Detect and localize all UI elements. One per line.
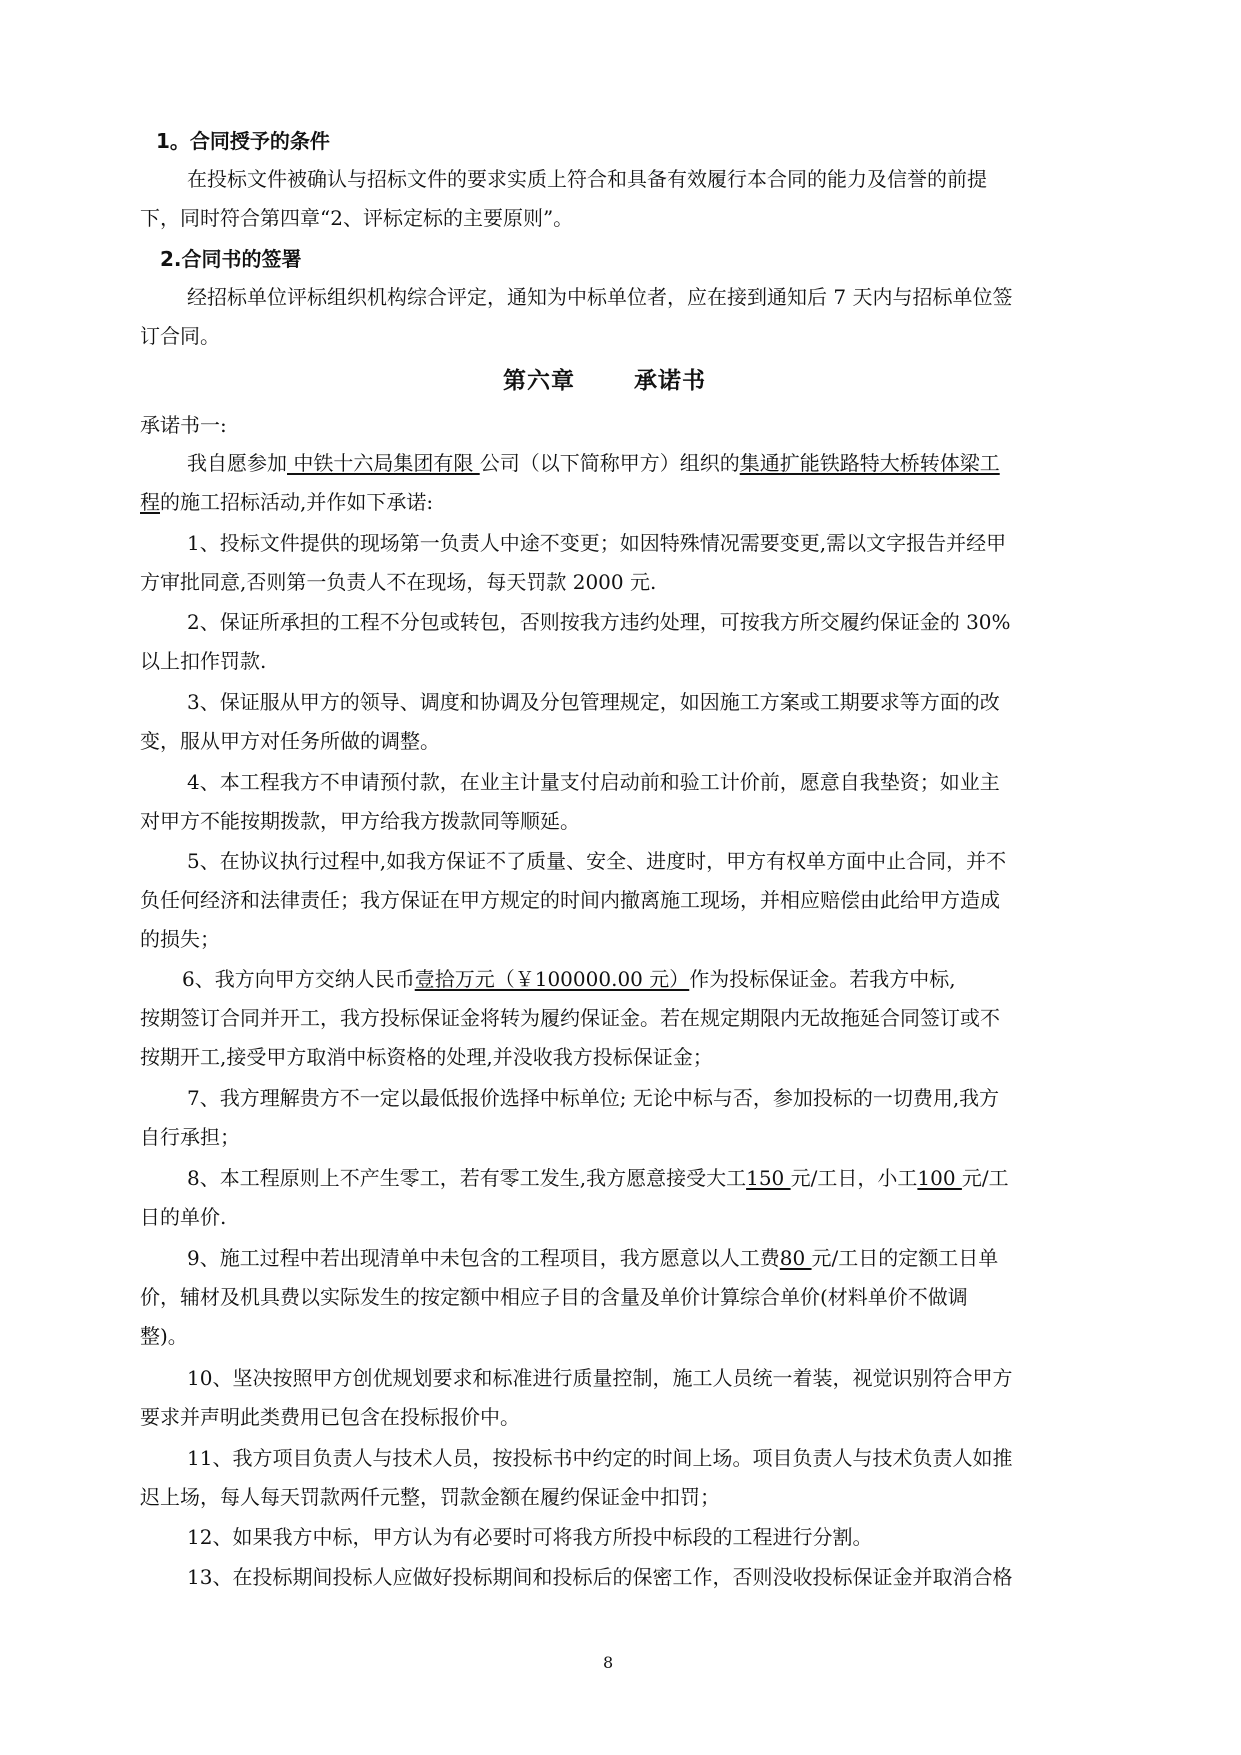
project-name: 集通扩能铁路特大桥转体梁工 bbox=[739, 451, 1000, 475]
paragraph-line: 经招标单位评标组织机构综合评定，通知为中标单位者，应在接到通知后 7 天内与招标单位签 bbox=[187, 285, 1013, 309]
pledge-item-7-cont: 自行承担； bbox=[140, 1125, 240, 1149]
pledge-item-6 bbox=[182, 966, 956, 992]
pledge-item-2: 2、保证所承担的工程不分包或转包，否则按我方违约处理，可按我方所交履约保证金的 30% bbox=[187, 610, 1011, 634]
pledge-item-9-cont: 价，辅材及机具费以实际发生的按定额中相应子目的含量及单价计算综合单价(材料单价不做调 bbox=[140, 1285, 968, 1309]
item-text: 6、我方向甲方交纳人民币 bbox=[182, 967, 415, 991]
skilled-labor-rate: 150 bbox=[746, 1166, 791, 1190]
pledge-item-12: 12、如果我方中标，甲方认为有必要时可将我方所投中标段的工程进行分割。 bbox=[187, 1525, 873, 1549]
intro-text: 公司（以下简称甲方）组织的 bbox=[479, 451, 740, 475]
pledge-item-10-cont: 要求并声明此类费用已包含在投标报价中。 bbox=[140, 1405, 520, 1429]
project-name-cont: 程 bbox=[140, 490, 160, 514]
page-number: 8 bbox=[603, 1653, 614, 1672]
pledge-intro bbox=[187, 450, 1000, 476]
pledge-item-11-cont: 迟上场，每人每天罚款两仟元整，罚款金额在履约保证金中扣罚； bbox=[140, 1485, 720, 1509]
pledge-item-10: 10、坚决按照甲方创优规划要求和标准进行质量控制，施工人员统一着装，视觉识别符合甲方 bbox=[187, 1366, 1013, 1390]
pledge-item-9 bbox=[187, 1245, 998, 1271]
company-name: 中铁十六局集团有限 bbox=[287, 451, 480, 475]
item-text: 元/工日，小工 bbox=[790, 1166, 918, 1190]
item-text: 9、施工过程中若出现清单中未包含的工程项目，我方愿意以人工费 bbox=[187, 1246, 780, 1270]
pledge-item-2-cont: 以上扣作罚款. bbox=[140, 649, 267, 673]
pledge-item-5: 5、在协议执行过程中,如我方保证不了质量、安全、进度时，甲方有权单方面中止合同，并不 bbox=[187, 849, 1007, 873]
pledge-item-1: 1、投标文件提供的现场第一负责人中途不变更；如因特殊情况需要变更,需以文字报告并经甲 bbox=[187, 531, 1007, 555]
section-heading-contract-signing: 2.合同书的签署 bbox=[160, 247, 302, 271]
paragraph-line: 订合同。 bbox=[140, 324, 220, 348]
pledge-intro-cont bbox=[140, 489, 433, 515]
general-labor-rate: 100 bbox=[917, 1166, 962, 1190]
item-text: 元/工 bbox=[961, 1166, 1009, 1190]
chapter-title-number: 第六章 bbox=[503, 368, 575, 394]
section-heading-award-conditions: 1。合同授予的条件 bbox=[156, 129, 330, 153]
intro-text: 的施工招标活动,并作如下承诺: bbox=[160, 490, 434, 514]
pledge-item-11: 11、我方项目负责人与技术人员，按投标书中约定的时间上场。项目负责人与技术负责人如推 bbox=[187, 1446, 1013, 1470]
item-text: 元/工日的定额工日单 bbox=[811, 1246, 999, 1270]
pledge-item-4: 4、本工程我方不申请预付款，在业主计量支付启动前和验工计价前，愿意自我垫资；如业主 bbox=[187, 770, 1000, 794]
chapter-title-name: 承诺书 bbox=[634, 368, 706, 394]
paragraph-line: 下，同时符合第四章“2、评标定标的主要原则”。 bbox=[140, 206, 574, 230]
pledge-item-5-cont: 负任何经济和法律责任；我方保证在甲方规定的时间内撤离施工现场，并相应赔偿由此给甲方造成 bbox=[140, 888, 1000, 912]
pledge-label: 承诺书一: bbox=[140, 413, 227, 437]
pledge-item-3-cont: 变，服从甲方对任务所做的调整。 bbox=[140, 729, 440, 753]
pledge-item-7: 7、我方理解贵方不一定以最低报价选择中标单位; 无论中标与否，参加投标的一切费用,我方 bbox=[187, 1086, 1000, 1110]
pledge-item-9-cont: 整)。 bbox=[140, 1324, 188, 1348]
paragraph-line: 在投标文件被确认与招标文件的要求实质上符合和具备有效履行本合同的能力及信誉的前提 bbox=[187, 167, 987, 191]
bid-bond-amount: 壹拾万元（￥100000.00 元） bbox=[414, 967, 690, 991]
pledge-item-8 bbox=[187, 1165, 1009, 1191]
item-text: 作为投标保证金。若我方中标, bbox=[689, 967, 956, 991]
item-text: 8、本工程原则上不产生零工，若有零工发生,我方愿意接受大工 bbox=[187, 1166, 747, 1190]
pledge-item-5-cont: 的损失； bbox=[140, 927, 220, 951]
pledge-item-8-cont: 日的单价. bbox=[140, 1205, 227, 1229]
pledge-item-6-cont: 按期开工,接受甲方取消中标资格的处理,并没收我方投标保证金； bbox=[140, 1045, 713, 1069]
pledge-item-3: 3、保证服从甲方的领导、调度和协调及分包管理规定，如因施工方案或工期要求等方面的改 bbox=[187, 690, 1000, 714]
pledge-item-13: 13、在投标期间投标人应做好投标期间和投标后的保密工作，否则没收投标保证金并取消合格 bbox=[187, 1565, 1013, 1589]
pledge-item-1-cont: 方审批同意,否则第一负责人不在现场，每天罚款 2000 元. bbox=[140, 570, 657, 594]
pledge-item-4-cont: 对甲方不能按期拨款，甲方给我方拨款同等顺延。 bbox=[140, 809, 580, 833]
pledge-item-6-cont: 按期签订合同并开工，我方投标保证金将转为履约保证金。若在规定期限内无故拖延合同签订或不 bbox=[140, 1006, 1000, 1030]
labor-cost-rate: 80 bbox=[779, 1246, 812, 1270]
intro-text: 我自愿参加 bbox=[187, 451, 287, 475]
